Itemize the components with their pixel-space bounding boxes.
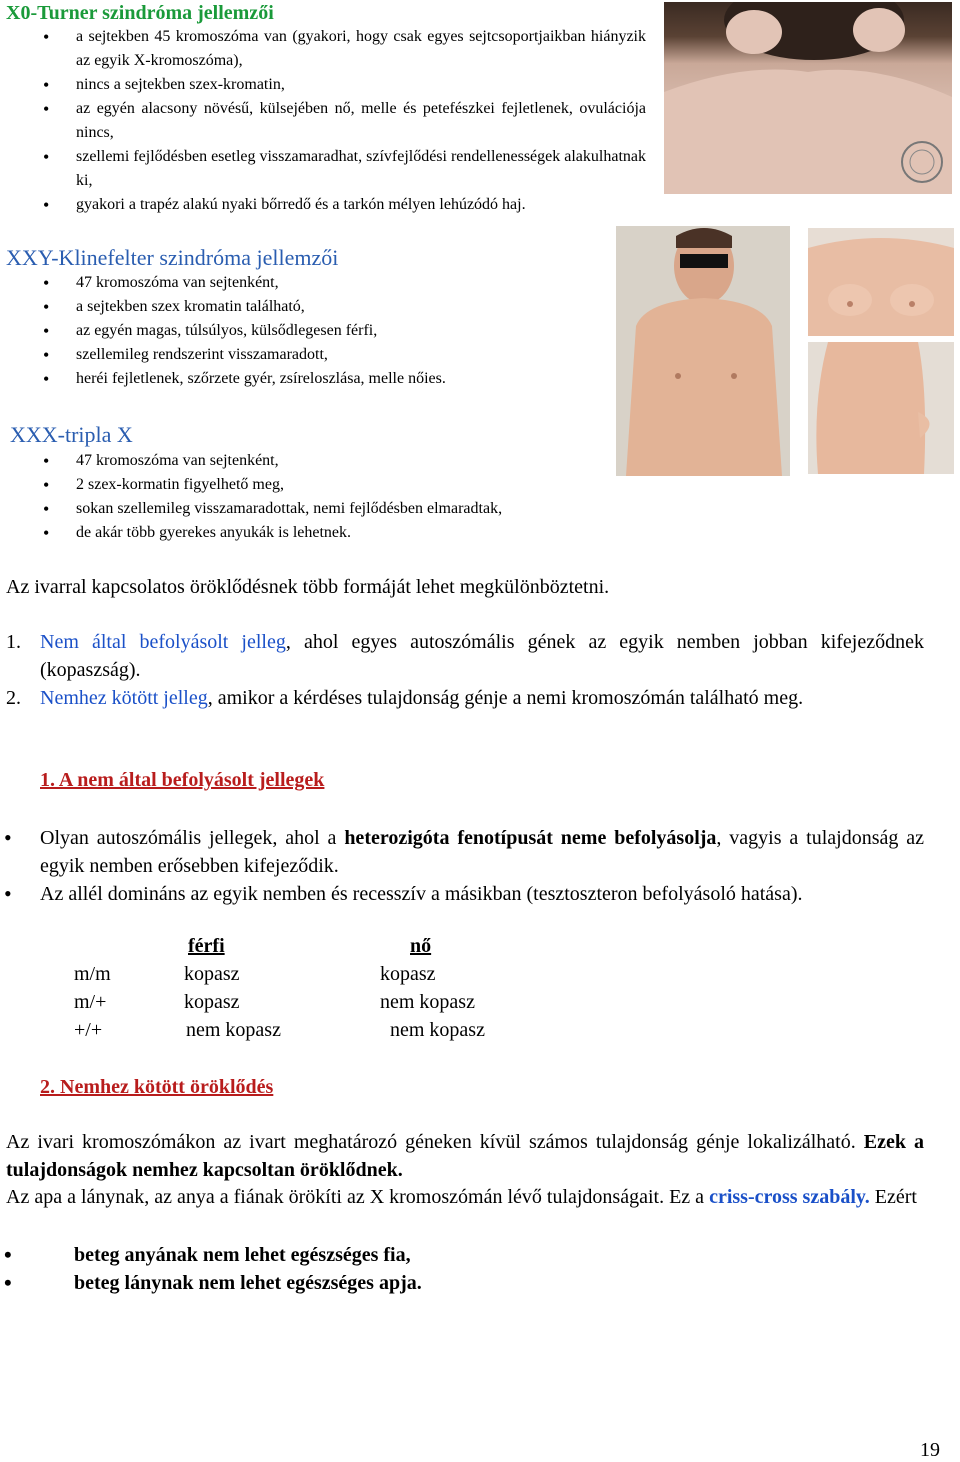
table-cell: +/+ xyxy=(74,1019,103,1041)
criss-cross-term: criss-cross szabály. xyxy=(709,1186,870,1208)
list-item: • a sejtekben szex kromatin található, xyxy=(6,295,606,319)
klinefelter-chest-photo xyxy=(808,228,954,336)
item-sep: , xyxy=(285,631,291,653)
text-run: , vagyis a tulajdonság az egyik nemben erősebben kifejeződik. xyxy=(40,827,924,877)
section2-list xyxy=(0,1241,900,1297)
list-item: • szellemi fejlődésben esetleg visszamaradhat, szívfejlődési rendellenességek alakulhatnak ki, xyxy=(6,145,646,193)
section2-heading: 2. Nemhez kötött öröklődés xyxy=(40,1076,274,1098)
table-row xyxy=(74,991,485,1019)
text-run: Az ivari kromoszómákon az ivart meghatározó géneken kívül számos tulajdonság génje lokalizálható. xyxy=(6,1131,864,1153)
list-item: • a sejtekben 45 kromoszóma van (gyakori, hogy csak egyes sejtcsoportjaikban hiányzik az egyik X-kromoszóma), xyxy=(6,25,646,73)
table-cell xyxy=(74,935,184,963)
item-rest: amikor a kérdéses tulajdonság génje a nemi kromoszómán található meg. xyxy=(212,687,804,709)
table-cell: kopasz xyxy=(380,963,436,985)
text-run: Az apa a lánynak, az anya a fiának örökíti az X kromoszómán lévő tulajdonságait. Ez a xyxy=(6,1186,710,1208)
numbered-item-2 xyxy=(6,684,924,712)
triplax-heading: XXX-tripla X xyxy=(10,422,133,447)
section2-paragraph-2 xyxy=(6,1183,924,1211)
turner-heading: X0-Turner szindróma jellemzői xyxy=(6,2,274,24)
list-item: • gyakori a trapéz alakú nyaki bőrredő és a tarkón mélyen lehúzódó haj. xyxy=(6,193,646,217)
section2-paragraph-1 xyxy=(6,1128,924,1184)
list-item: • de akár több gyerekes anyukák is lehetnek. xyxy=(6,521,616,545)
table-cell: kopasz xyxy=(184,963,240,985)
text-run: Olyan autoszómális jellegek, ahol a xyxy=(40,827,345,849)
table-cell: m/m xyxy=(74,963,111,985)
table-cell: kopasz xyxy=(184,991,240,1013)
table-cell: nem kopasz xyxy=(186,1019,281,1041)
photo-illustration xyxy=(808,228,954,336)
item-term: Nemhez kötött jelleg xyxy=(40,687,208,709)
list-item: • 47 kromoszóma van sejtenként, xyxy=(6,271,606,295)
klinefelter-side-photo xyxy=(808,342,954,474)
photo-illustration xyxy=(616,226,790,476)
numbered-item-1 xyxy=(6,628,924,684)
page-number: 19 xyxy=(920,1439,940,1461)
photo-illustration xyxy=(808,342,954,474)
text-run-bold: heterozigóta fenotípusát neme befolyásolja xyxy=(344,827,717,849)
table-cell: nem kopasz xyxy=(390,1019,485,1041)
text-run-bold: Ezek a tulajdonságok nemhez kapcsoltan öröklődnek. xyxy=(6,1131,924,1181)
list-item: • nincs a sejtekben szex-kromatin, xyxy=(6,73,646,97)
turner-list xyxy=(6,25,646,217)
item-text xyxy=(40,628,924,684)
klinefelter-list xyxy=(6,271,606,391)
table-header-cell xyxy=(380,935,485,963)
klinefelter-heading: XXY-Klinefelter szindróma jellemzői xyxy=(6,245,339,270)
table-cell: m/+ xyxy=(74,991,107,1013)
item-text xyxy=(40,684,924,712)
list-item: • 47 kromoszóma van sejtenként, xyxy=(6,449,616,473)
klinefelter-front-photo xyxy=(616,226,790,476)
photo-illustration xyxy=(664,2,952,194)
list-item: • 2 szex-kormatin figyelhető meg, xyxy=(6,473,616,497)
list-item: • heréi fejletlenek, szőrzete gyér, zsíreloszlása, melle nőies. xyxy=(6,367,606,391)
list-item: • szellemileg rendszerint visszamaradott, xyxy=(6,343,606,367)
table-row xyxy=(74,963,485,991)
list-item: • sokan szellemileg visszamaradottak, nemi fejlődésben elmaradtak, xyxy=(6,497,616,521)
intro-text: Az ivarral kapcsolatos öröklődésnek több formáját lehet megkülönböztetni. xyxy=(6,576,610,598)
item-number: 1. xyxy=(6,631,21,653)
section1-list xyxy=(0,824,924,908)
item-sep: , xyxy=(207,687,213,709)
item-number: 2. xyxy=(6,687,21,709)
triplax-list xyxy=(6,449,616,545)
turner-neck-photo xyxy=(664,2,952,194)
list-item: • Az allél domináns az egyik nemben és recesszív a másikban (tesztoszteron befolyásoló hatása). xyxy=(0,880,924,908)
header-label: nő xyxy=(410,935,432,957)
table-row xyxy=(74,1019,485,1047)
table-cell: nem kopasz xyxy=(380,991,475,1013)
section1-heading: 1. A nem által befolyásolt jellegek xyxy=(40,769,325,791)
item-rest: ahol egyes autoszómális gének az egyik nemben jobban kifejeződnek (kopaszság). xyxy=(40,631,924,681)
list-item: • az egyén alacsony növésű, külsejében nő, melle és petefészkei fejletlenek, ovulációja nincs, xyxy=(6,97,646,145)
text-run: Ezért xyxy=(869,1186,917,1208)
header-label: férfi xyxy=(188,935,225,957)
table-header-row xyxy=(74,935,485,963)
inheritance-table xyxy=(74,935,485,1047)
list-item: • az egyén magas, túlsúlyos, külsődlegesen férfi, xyxy=(6,319,606,343)
list-item: • beteg anyának nem lehet egészséges fia, xyxy=(0,1241,900,1269)
table-header-cell xyxy=(184,935,380,963)
item-term: Nem által befolyásolt jelleg xyxy=(40,631,286,653)
list-item xyxy=(0,824,924,880)
list-item: • beteg lánynak nem lehet egészséges apja. xyxy=(0,1269,900,1297)
